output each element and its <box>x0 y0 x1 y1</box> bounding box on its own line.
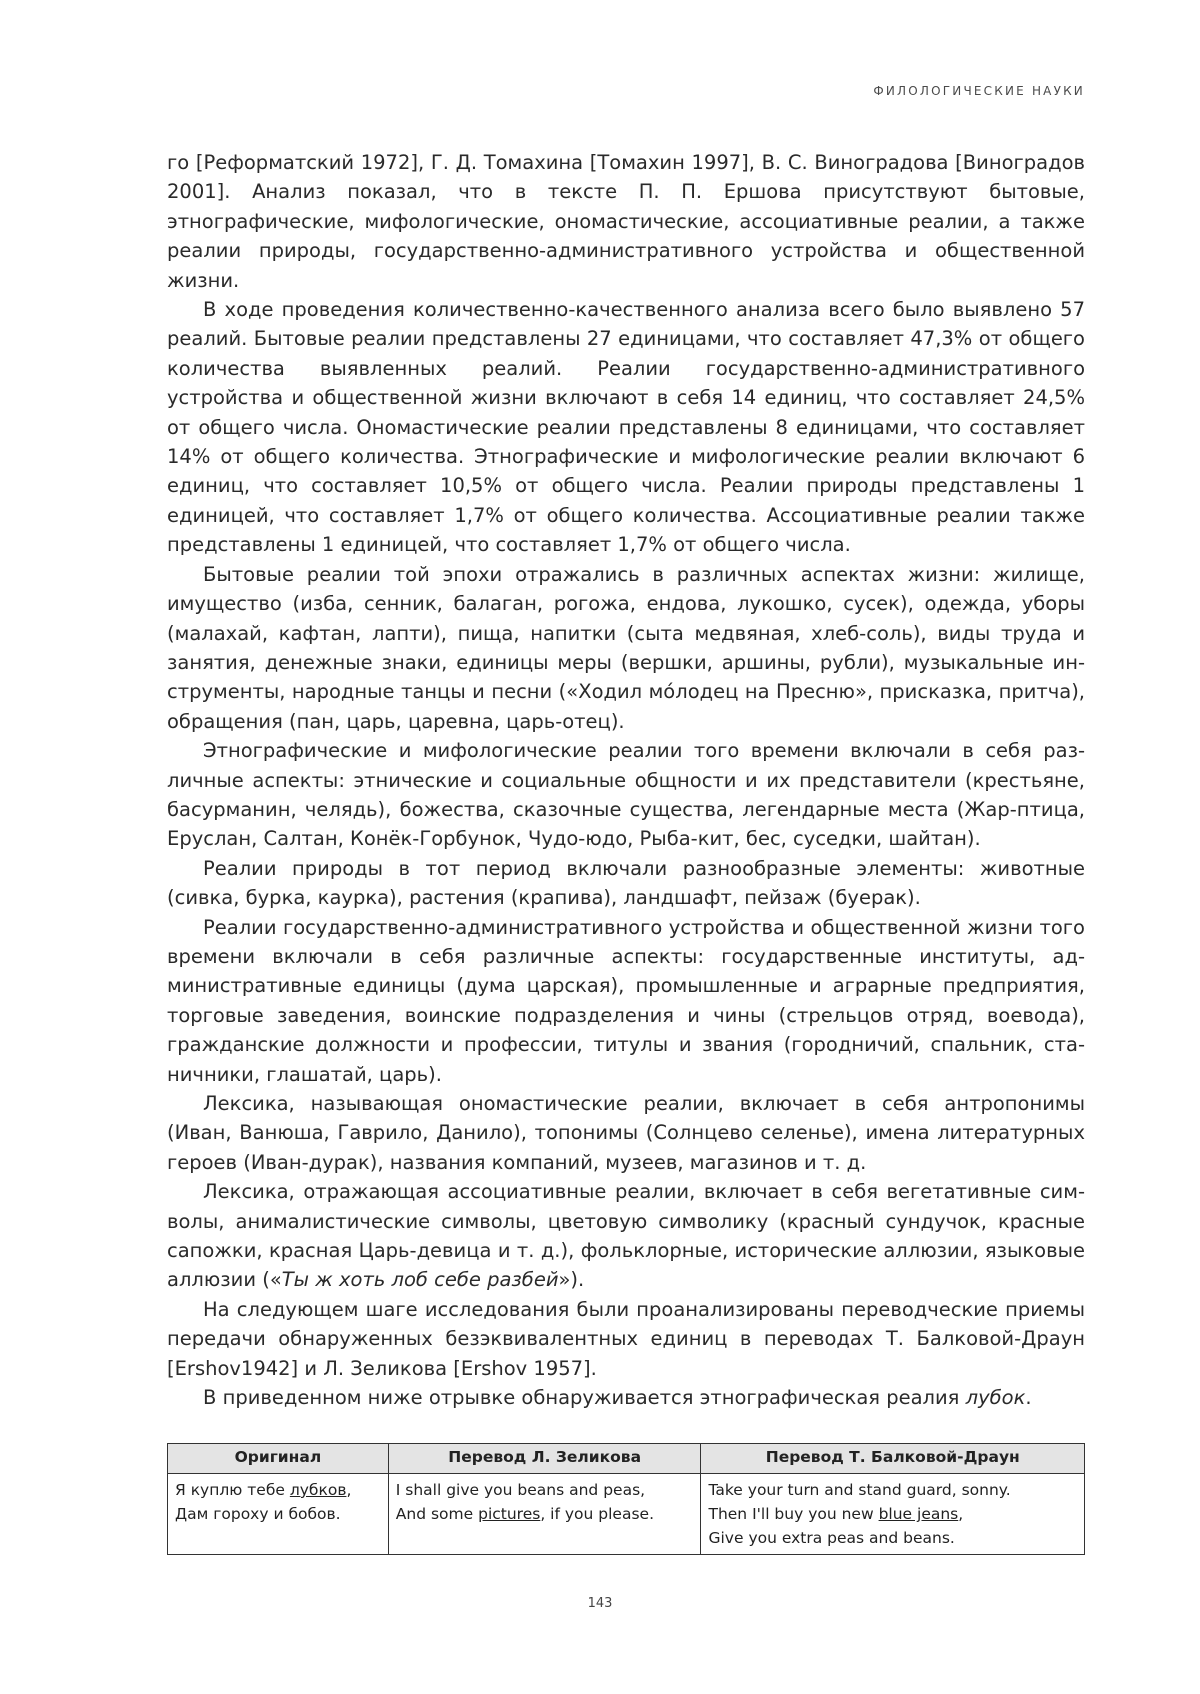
paragraph-text: Лексика, отражающая ассоциативные реалии, включает в себя вегетативные символы, анималистические символы, цветовую символику (красный сундучок, красные сапожки, красная Царь-девица и т. д.), фольклорные, исторические аллюзии, языковые аллюзии (« <box>167 1180 1085 1292</box>
paragraph: Реалии государственно-административного устройства и общественной жизни того времени включали в себя различные аспекты: государственные институты, административные единицы (дума царская), промышленные и аграрные предприятия, торговые заведения, воинские подразделения и чины (стрельцов отряд, воевода), гражданские должности и профессии, титулы и звания (городничий, спальник, станичники, глашатай, царь). <box>167 915 1085 1086</box>
verse-line: Take your turn and stand guard, sonny. <box>708 1481 1011 1499</box>
column-header: Оригинал <box>168 1444 389 1474</box>
paragraph-text: В приведенном ниже отрывке обнаруживается этнографическая реалия <box>203 1386 966 1410</box>
verse-line: Дам гороху и бобов. <box>175 1505 341 1523</box>
verse-line: Give you extra peas and beans. <box>708 1529 955 1547</box>
underlined-term: blue jeans <box>878 1505 959 1523</box>
paragraph: Бытовые реалии той эпохи отражались в различных аспектах жизни: жилище, имущество (изба, сенник, балаган, рогожа, ендова, лукошко, сусек), одежда, уборы (малахай, кафтан, лапти), пища, напитки (сыта медвяная, хлеб-соль), виды труда и занятия, денежные знаки, единицы меры (вершки, аршины, рубли), музыкальные инструменты, народные танцы и песни («Ходил мо́лодец на Пресню», присказка, притча), обращения (пан, царь, царевна, царь-отец). <box>167 562 1085 733</box>
paragraph-text: . <box>1025 1386 1032 1410</box>
paragraph: В ходе проведения количественно-качественного анализа всего было выявлено 57 реалий. Бытовые реалии представлены 27 единицами, что составляет 47,3% от общего количества выявленных реалий. Реалии государственно-административного устройства и общественной жизни включают в себя 14 единиц, что составляет 24,5% от общего числа. Ономастические реалии представлены 8 единицами, что составляет 14% от общего количества. Этнографические и мифологические реалии включают 6 единиц, что составляет 10,5% от общего числа. Реалии природы представлены 1 единицей, что составляет 1,7% от общего количества. Ассоциативные реалии также представлены 1 единицей, что составляет 1,7% от общего числа. <box>167 298 1085 557</box>
table-header-row <box>168 1444 1085 1474</box>
verse-text: , <box>958 1505 964 1523</box>
running-header: ФИЛОЛОГИЧЕСКИЕ НАУКИ <box>873 84 1085 98</box>
verse-text: Then I'll buy you new <box>708 1505 879 1523</box>
paragraph <box>167 1383 1085 1412</box>
table-cell-original <box>168 1474 389 1555</box>
verse-line <box>708 1502 1077 1526</box>
term-italic: лубок <box>965 1386 1026 1410</box>
article-body <box>167 148 1085 1412</box>
column-header: Перевод Л. Зеликова <box>388 1444 701 1474</box>
verse-text: , if you please. <box>540 1505 654 1523</box>
paragraph-text: »). <box>558 1268 585 1292</box>
paragraph: Этнографические и мифологические реалии того времени включали в себя различные аспекты: этнические и социальные общности и их представители (крестьяне, басурманин, челядь), божества, сказочные существа, легендарные места (Жар-птица, Еруслан, Салтан, Конёк-Горбунок, Чудо-юдо, Рыба-кит, бес, суседки, шайтан). <box>167 739 1085 851</box>
underlined-term: pictures <box>478 1505 541 1523</box>
verse-text: , <box>346 1481 352 1499</box>
paragraph: Реалии природы в тот период включали разнообразные элементы: животные (сивка, бурка, каурка), растения (крапива), ландшафт, пейзаж (буерак). <box>167 856 1085 910</box>
verse-text: And some <box>395 1505 479 1523</box>
table-cell-balkova-draun <box>701 1474 1085 1555</box>
translation-comparison-table <box>167 1443 1085 1555</box>
paragraph <box>167 1177 1085 1295</box>
column-header: Перевод Т. Балковой-Драун <box>701 1444 1085 1474</box>
verse-line <box>396 1502 694 1526</box>
verse-line <box>175 1478 381 1502</box>
table-cell-zelikov <box>388 1474 701 1555</box>
underlined-term: лубков <box>289 1481 347 1499</box>
page-number: 143 <box>587 1596 613 1611</box>
table-row <box>168 1474 1085 1555</box>
verse-text: Я куплю тебе <box>175 1481 290 1499</box>
paragraph: го [Реформатский 1972], Г. Д. Томахина [Томахин 1997], В. С. Виноградова [Виноградов 2001]. Анализ показал, что в тексте П. П. Ершова присутствуют бытовые, этнографические, мифологические, ономастические, ассоциативные реалии, а также реалии природы, государственно-административного устройства и общественной жизни. <box>167 151 1085 292</box>
quote-italic: Ты ж хоть лоб себе разбей <box>281 1268 559 1292</box>
paragraph: На следующем шаге исследования были проанализированы переводческие приемы передачи обнаруженных безэквивалентных единиц в переводах Т. Балковой-Драун [Ershov1942] и Л. Зеликова [Ershov 1957]. <box>167 1297 1085 1380</box>
verse-line: I shall give you beans and peas, <box>395 1481 646 1499</box>
paragraph: Лексика, называющая ономастические реалии, включает в себя антропонимы (Иван, Ванюша, Гаврило, Данило), топонимы (Солнцево селенье), имена литературных героев (Иван-дурак), названия компаний, музеев, магазинов и т. д. <box>167 1092 1085 1174</box>
